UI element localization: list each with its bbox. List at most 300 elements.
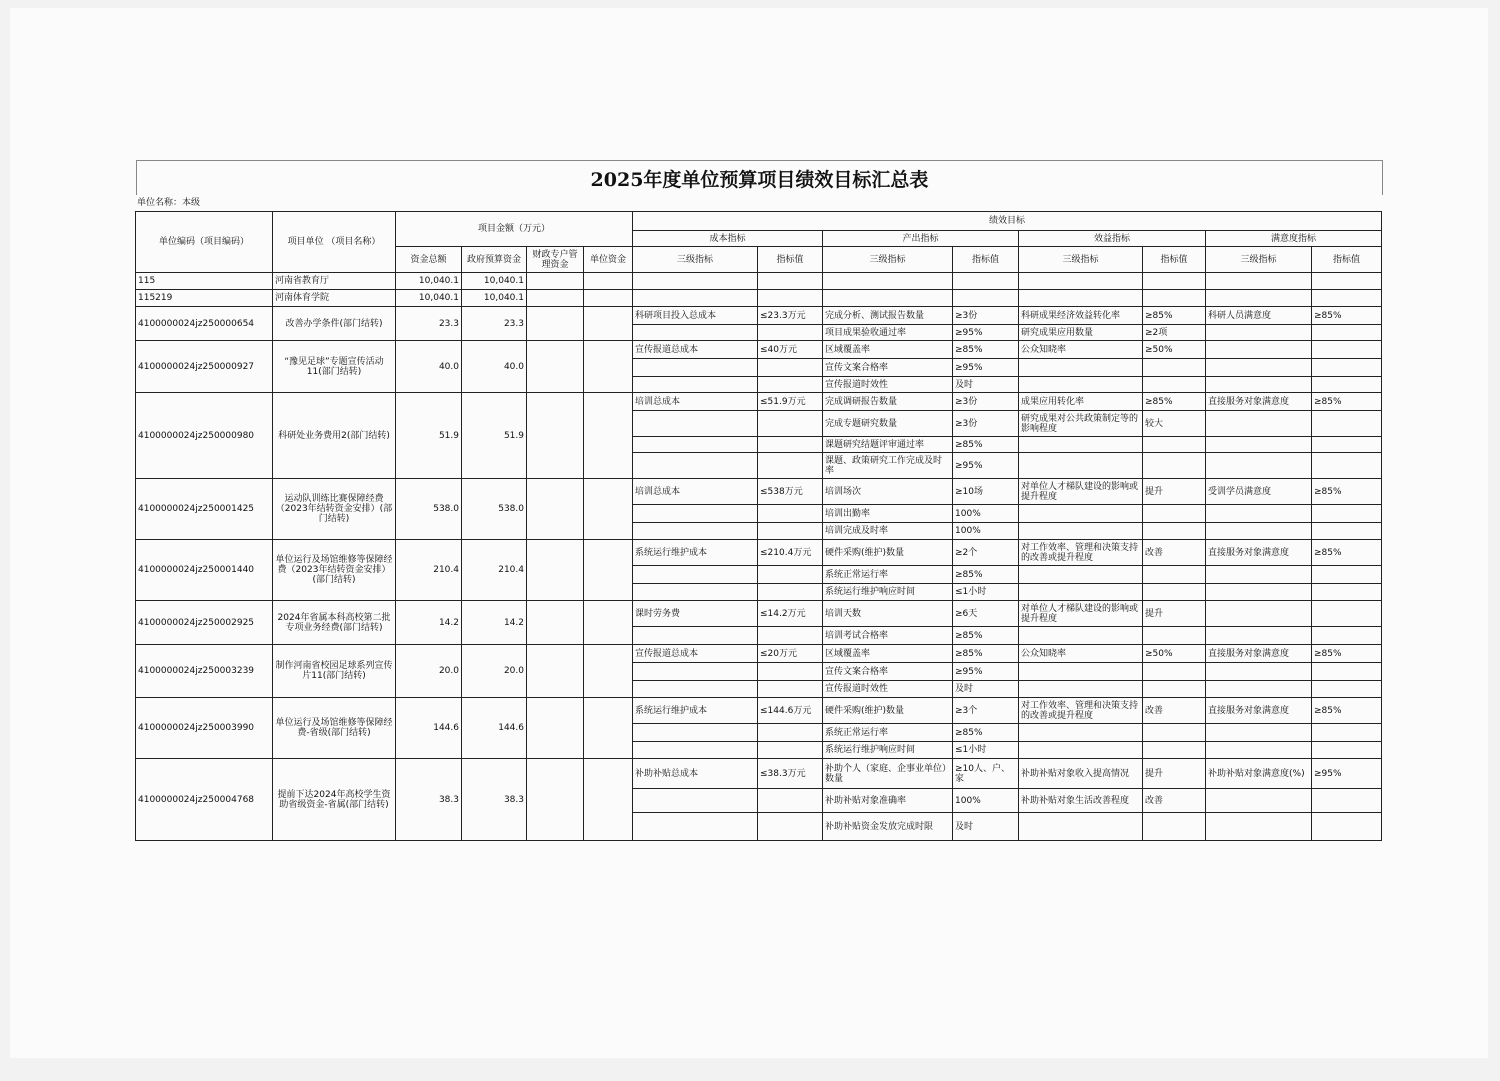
cost-value: ≤14.2万元 xyxy=(758,601,823,627)
output-value: ≥85% xyxy=(953,724,1019,742)
satisfaction-indicator xyxy=(1206,341,1312,359)
output-indicator: 完成分析、测试报告数量 xyxy=(823,307,953,325)
output-value: ≥95% xyxy=(953,663,1019,681)
project-name: 改善办学条件(部门结转) xyxy=(273,307,396,341)
output-value: ≥85% xyxy=(953,645,1019,663)
satisfaction-value xyxy=(1312,411,1382,437)
output-value: ≥85% xyxy=(953,566,1019,584)
cost-value: ≤23.3万元 xyxy=(758,307,823,325)
output-indicator: 课题研究结题评审通过率 xyxy=(823,437,953,453)
project-unit-funds xyxy=(584,645,633,698)
cost-value xyxy=(758,663,823,681)
cost-value xyxy=(758,724,823,742)
benefit-indicator: 对工作效率、管理和决策支持的改善或提升程度 xyxy=(1019,698,1143,724)
cost-indicator xyxy=(633,813,758,841)
benefit-indicator: 公众知晓率 xyxy=(1019,341,1143,359)
project-fiscal-special xyxy=(527,540,584,601)
cost-indicator xyxy=(633,359,758,377)
satisfaction-indicator: 直接服务对象满意度 xyxy=(1206,645,1312,663)
benefit-value xyxy=(1143,359,1206,377)
output-indicator: 项目成果验收通过率 xyxy=(823,325,953,341)
project-gov-budget: 144.6 xyxy=(462,698,527,759)
output-indicator: 区域覆盖率 xyxy=(823,645,953,663)
cost-value xyxy=(758,453,823,479)
cost-value xyxy=(758,437,823,453)
output-value: ≥95% xyxy=(953,325,1019,341)
total-funds: 10,040.1 xyxy=(396,290,462,307)
benefit-value: ≥50% xyxy=(1143,341,1206,359)
satisfaction-indicator xyxy=(1206,437,1312,453)
project-row xyxy=(136,307,1382,325)
gov-budget: 10,040.1 xyxy=(462,290,527,307)
empty-cell xyxy=(633,273,758,290)
cost-indicator: 宣传报道总成本 xyxy=(633,341,758,359)
header-cost: 成本指标 xyxy=(633,231,823,247)
benefit-value xyxy=(1143,584,1206,601)
satisfaction-indicator xyxy=(1206,325,1312,341)
satisfaction-indicator xyxy=(1206,453,1312,479)
project-row xyxy=(136,601,1382,627)
project-fiscal-special xyxy=(527,393,584,479)
satisfaction-indicator xyxy=(1206,584,1312,601)
empty-cell xyxy=(1312,290,1382,307)
benefit-indicator: 研究成果应用数量 xyxy=(1019,325,1143,341)
satisfaction-value xyxy=(1312,437,1382,453)
cost-indicator: 课时劳务费 xyxy=(633,601,758,627)
satisfaction-value xyxy=(1312,453,1382,479)
cost-indicator xyxy=(633,505,758,523)
benefit-indicator xyxy=(1019,523,1143,540)
satisfaction-indicator xyxy=(1206,377,1312,393)
project-row xyxy=(136,759,1382,789)
satisfaction-value xyxy=(1312,627,1382,645)
satisfaction-value xyxy=(1312,505,1382,523)
benefit-indicator: 补助补贴对象收入提高情况 xyxy=(1019,759,1143,789)
empty-cell xyxy=(1143,290,1206,307)
project-name: 单位运行及场馆维修等保障经费（2023年结转资金安排）(部门结转) xyxy=(273,540,396,601)
output-value: ≥10人、户、家 xyxy=(953,759,1019,789)
project-row xyxy=(136,341,1382,359)
project-total-funds: 51.9 xyxy=(396,393,462,479)
output-indicator: 宣传文案合格率 xyxy=(823,663,953,681)
benefit-indicator: 研究成果对公共政策制定等的影响程度 xyxy=(1019,411,1143,437)
project-gov-budget: 20.0 xyxy=(462,645,527,698)
project-name: 运动队训练比赛保障经费（2023年结转资金安排）(部门结转) xyxy=(273,479,396,540)
project-code: 4100000024jz250000927 xyxy=(136,341,273,393)
output-indicator: 硬件采购(维护)数量 xyxy=(823,698,953,724)
benefit-value xyxy=(1143,724,1206,742)
output-indicator: 宣传文案合格率 xyxy=(823,359,953,377)
benefit-value: 提升 xyxy=(1143,601,1206,627)
cost-indicator: 培训总成本 xyxy=(633,479,758,505)
output-value: ≥3份 xyxy=(953,411,1019,437)
satisfaction-indicator xyxy=(1206,505,1312,523)
benefit-indicator xyxy=(1019,813,1143,841)
header-unit-code: 单位编码（项目编码） xyxy=(136,212,273,273)
project-unit-funds xyxy=(584,759,633,841)
output-value: 及时 xyxy=(953,681,1019,698)
project-row xyxy=(136,479,1382,505)
output-value: ≥3份 xyxy=(953,307,1019,325)
project-name: 提前下达2024年高校学生资助省级资金-省属(部门结转) xyxy=(273,759,396,841)
satisfaction-indicator xyxy=(1206,411,1312,437)
output-value: ≥3份 xyxy=(953,393,1019,411)
header-project-unit: 项目单位 （项目名称） xyxy=(273,212,396,273)
benefit-value xyxy=(1143,437,1206,453)
project-code: 4100000024jz250000654 xyxy=(136,307,273,341)
output-indicator: 补助补贴对象准确率 xyxy=(823,789,953,813)
project-fiscal-special xyxy=(527,759,584,841)
project-total-funds: 23.3 xyxy=(396,307,462,341)
project-fiscal-special xyxy=(527,698,584,759)
cost-value xyxy=(758,681,823,698)
satisfaction-indicator: 直接服务对象满意度 xyxy=(1206,698,1312,724)
project-fiscal-special xyxy=(527,307,584,341)
satisfaction-indicator xyxy=(1206,359,1312,377)
benefit-value: ≥85% xyxy=(1143,393,1206,411)
cost-indicator xyxy=(633,681,758,698)
cost-value xyxy=(758,359,823,377)
benefit-value xyxy=(1143,377,1206,393)
gov-budget: 10,040.1 xyxy=(462,273,527,290)
satisfaction-value xyxy=(1312,789,1382,813)
satisfaction-indicator xyxy=(1206,663,1312,681)
project-row xyxy=(136,645,1382,663)
cost-value xyxy=(758,584,823,601)
cost-value xyxy=(758,505,823,523)
satisfaction-value: ≥85% xyxy=(1312,307,1382,325)
output-indicator: 补助补贴资金发放完成时限 xyxy=(823,813,953,841)
empty-cell xyxy=(823,273,953,290)
output-value: ≥95% xyxy=(953,453,1019,479)
output-value: ≥85% xyxy=(953,437,1019,453)
satisfaction-value: ≥95% xyxy=(1312,759,1382,789)
satisfaction-indicator xyxy=(1206,601,1312,627)
cost-indicator xyxy=(633,566,758,584)
satisfaction-indicator xyxy=(1206,566,1312,584)
output-value: 100% xyxy=(953,523,1019,540)
cost-indicator xyxy=(633,377,758,393)
satisfaction-value xyxy=(1312,377,1382,393)
unit-name-cell: 河南省教育厅 xyxy=(273,273,396,290)
output-value: 100% xyxy=(953,505,1019,523)
satisfaction-value xyxy=(1312,359,1382,377)
header-gov-budget: 政府预算资金 xyxy=(462,247,527,273)
satisfaction-indicator: 直接服务对象满意度 xyxy=(1206,393,1312,411)
benefit-indicator: 公众知晓率 xyxy=(1019,645,1143,663)
header-unit-funds: 单位资金 xyxy=(584,247,633,273)
satisfaction-value: ≥85% xyxy=(1312,698,1382,724)
satisfaction-value xyxy=(1312,681,1382,698)
project-name: 单位运行及场馆维修等保障经费-省级(部门结转) xyxy=(273,698,396,759)
cost-value: ≤38.3万元 xyxy=(758,759,823,789)
project-row xyxy=(136,698,1382,724)
output-value: 及时 xyxy=(953,377,1019,393)
header-amount-group: 项目金额（万元） xyxy=(396,212,633,247)
output-indicator: 培训出勤率 xyxy=(823,505,953,523)
project-total-funds: 40.0 xyxy=(396,341,462,393)
empty-cell xyxy=(527,290,584,307)
cost-value: ≤538万元 xyxy=(758,479,823,505)
project-gov-budget: 38.3 xyxy=(462,759,527,841)
header-benefit-level3: 三级指标 xyxy=(1019,247,1143,273)
summary-row xyxy=(136,273,1382,290)
empty-cell xyxy=(1019,273,1143,290)
satisfaction-value xyxy=(1312,724,1382,742)
cost-indicator: 科研项目投入总成本 xyxy=(633,307,758,325)
project-total-funds: 210.4 xyxy=(396,540,462,601)
benefit-value xyxy=(1143,627,1206,645)
cost-indicator: 补助补贴总成本 xyxy=(633,759,758,789)
project-total-funds: 20.0 xyxy=(396,645,462,698)
benefit-value xyxy=(1143,663,1206,681)
satisfaction-indicator xyxy=(1206,789,1312,813)
satisfaction-value xyxy=(1312,523,1382,540)
benefit-value: 提升 xyxy=(1143,479,1206,505)
output-indicator: 宣传报道时效性 xyxy=(823,377,953,393)
output-indicator: 课题、政策研究工作完成及时率 xyxy=(823,453,953,479)
satisfaction-indicator: 科研人员满意度 xyxy=(1206,307,1312,325)
summary-row xyxy=(136,290,1382,307)
satisfaction-value: ≥85% xyxy=(1312,645,1382,663)
satisfaction-value xyxy=(1312,584,1382,601)
empty-cell xyxy=(1312,273,1382,290)
cost-value: ≤51.9万元 xyxy=(758,393,823,411)
cost-indicator xyxy=(633,523,758,540)
unit-name: 单位名称：本级 xyxy=(137,198,201,208)
project-code: 4100000024jz250003990 xyxy=(136,698,273,759)
satisfaction-value: ≥85% xyxy=(1312,479,1382,505)
benefit-indicator xyxy=(1019,584,1143,601)
cost-indicator xyxy=(633,584,758,601)
empty-cell xyxy=(1019,290,1143,307)
output-indicator: 区域覆盖率 xyxy=(823,341,953,359)
cost-value: ≤210.4万元 xyxy=(758,540,823,566)
output-value: 及时 xyxy=(953,813,1019,841)
output-indicator: 培训考试合格率 xyxy=(823,627,953,645)
satisfaction-value: ≥85% xyxy=(1312,393,1382,411)
cost-value: ≤40万元 xyxy=(758,341,823,359)
cost-value xyxy=(758,566,823,584)
benefit-indicator xyxy=(1019,627,1143,645)
benefit-indicator xyxy=(1019,566,1143,584)
output-value: ≥85% xyxy=(953,627,1019,645)
output-indicator: 系统正常运行率 xyxy=(823,566,953,584)
cost-value xyxy=(758,813,823,841)
header-output-value: 指标值 xyxy=(953,247,1019,273)
project-gov-budget: 210.4 xyxy=(462,540,527,601)
project-fiscal-special xyxy=(527,601,584,645)
benefit-indicator xyxy=(1019,663,1143,681)
benefit-value: 提升 xyxy=(1143,759,1206,789)
satisfaction-value xyxy=(1312,742,1382,759)
cost-value xyxy=(758,627,823,645)
satisfaction-indicator xyxy=(1206,813,1312,841)
project-unit-funds xyxy=(584,393,633,479)
benefit-indicator: 对工作效率、管理和决策支持的改善或提升程度 xyxy=(1019,540,1143,566)
header-perf-goal: 绩效目标 xyxy=(633,212,1382,231)
project-fiscal-special xyxy=(527,645,584,698)
satisfaction-indicator xyxy=(1206,627,1312,645)
output-indicator: 完成专题研究数量 xyxy=(823,411,953,437)
header-benefit-value: 指标值 xyxy=(1143,247,1206,273)
output-indicator: 补助个人（家庭、企事业单位）数量 xyxy=(823,759,953,789)
project-code: 4100000024jz250001425 xyxy=(136,479,273,540)
project-gov-budget: 14.2 xyxy=(462,601,527,645)
benefit-value xyxy=(1143,523,1206,540)
benefit-indicator: 补助补贴对象生活改善程度 xyxy=(1019,789,1143,813)
output-indicator: 宣传报道时效性 xyxy=(823,681,953,698)
performance-target-table xyxy=(135,211,1382,841)
project-gov-budget: 23.3 xyxy=(462,307,527,341)
cost-value xyxy=(758,789,823,813)
project-unit-funds xyxy=(584,307,633,341)
benefit-value: 改善 xyxy=(1143,540,1206,566)
cost-indicator xyxy=(633,437,758,453)
output-value: ≥10场 xyxy=(953,479,1019,505)
header-sat-level3: 三级指标 xyxy=(1206,247,1312,273)
project-total-funds: 38.3 xyxy=(396,759,462,841)
benefit-value xyxy=(1143,453,1206,479)
empty-cell xyxy=(1206,290,1312,307)
project-code: 4100000024jz250002925 xyxy=(136,601,273,645)
header-output-level3: 三级指标 xyxy=(823,247,953,273)
project-unit-funds xyxy=(584,601,633,645)
output-value: ≥95% xyxy=(953,359,1019,377)
project-fiscal-special xyxy=(527,341,584,393)
output-value: ≤1小时 xyxy=(953,742,1019,759)
project-code: 4100000024jz250000980 xyxy=(136,393,273,479)
project-name: 科研处业务费用2(部门结转) xyxy=(273,393,396,479)
cost-indicator: 宣传报道总成本 xyxy=(633,645,758,663)
benefit-value: ≥50% xyxy=(1143,645,1206,663)
empty-cell xyxy=(953,273,1019,290)
project-unit-funds xyxy=(584,341,633,393)
cost-indicator: 系统运行维护成本 xyxy=(633,698,758,724)
output-indicator: 培训场次 xyxy=(823,479,953,505)
cost-value xyxy=(758,523,823,540)
benefit-value: ≥85% xyxy=(1143,307,1206,325)
total-funds: 10,040.1 xyxy=(396,273,462,290)
satisfaction-indicator: 受训学员满意度 xyxy=(1206,479,1312,505)
empty-cell xyxy=(953,290,1019,307)
project-code: 4100000024jz250001440 xyxy=(136,540,273,601)
benefit-value xyxy=(1143,505,1206,523)
project-gov-budget: 51.9 xyxy=(462,393,527,479)
header-sat-value: 指标值 xyxy=(1312,247,1382,273)
header-benefit: 效益指标 xyxy=(1019,231,1206,247)
cost-indicator xyxy=(633,742,758,759)
output-value: ≥85% xyxy=(953,341,1019,359)
cost-value xyxy=(758,377,823,393)
satisfaction-indicator xyxy=(1206,523,1312,540)
empty-cell xyxy=(758,290,823,307)
benefit-indicator xyxy=(1019,724,1143,742)
output-indicator: 完成调研报告数量 xyxy=(823,393,953,411)
project-total-funds: 144.6 xyxy=(396,698,462,759)
project-gov-budget: 538.0 xyxy=(462,479,527,540)
header-cost-level3: 三级指标 xyxy=(633,247,758,273)
page-title: 2025年度单位预算项目绩效目标汇总表 xyxy=(136,160,1383,195)
satisfaction-value xyxy=(1312,663,1382,681)
cost-indicator xyxy=(633,789,758,813)
cost-indicator: 系统运行维护成本 xyxy=(633,540,758,566)
output-indicator: 系统运行维护响应时间 xyxy=(823,742,953,759)
project-name: 2024年省属本科高校第二批专项业务经费(部门结转) xyxy=(273,601,396,645)
empty-cell xyxy=(584,290,633,307)
cost-indicator xyxy=(633,663,758,681)
satisfaction-value xyxy=(1312,601,1382,627)
project-row xyxy=(136,393,1382,411)
project-unit-funds xyxy=(584,698,633,759)
output-value: ≥2个 xyxy=(953,540,1019,566)
cost-value xyxy=(758,742,823,759)
empty-cell xyxy=(1143,273,1206,290)
project-row xyxy=(136,540,1382,566)
output-value: ≥3个 xyxy=(953,698,1019,724)
satisfaction-indicator xyxy=(1206,681,1312,698)
benefit-value xyxy=(1143,742,1206,759)
output-value: 100% xyxy=(953,789,1019,813)
output-indicator: 硬件采购(维护)数量 xyxy=(823,540,953,566)
output-indicator: 系统正常运行率 xyxy=(823,724,953,742)
benefit-indicator: 对单位人才梯队建设的影响或提升程度 xyxy=(1019,601,1143,627)
project-fiscal-special xyxy=(527,479,584,540)
benefit-value: 改善 xyxy=(1143,698,1206,724)
benefit-value xyxy=(1143,813,1206,841)
unit-code: 115219 xyxy=(136,290,273,307)
empty-cell xyxy=(1206,273,1312,290)
cost-indicator xyxy=(633,724,758,742)
satisfaction-value xyxy=(1312,566,1382,584)
header-fiscal-special: 财政专户管理资金 xyxy=(527,247,584,273)
benefit-value xyxy=(1143,566,1206,584)
benefit-indicator: 科研成果经济效益转化率 xyxy=(1019,307,1143,325)
benefit-value: ≥2项 xyxy=(1143,325,1206,341)
benefit-value: 较大 xyxy=(1143,411,1206,437)
project-code: 4100000024jz250004768 xyxy=(136,759,273,841)
project-unit-funds xyxy=(584,540,633,601)
header-satisfaction: 满意度指标 xyxy=(1206,231,1382,247)
project-unit-funds xyxy=(584,479,633,540)
project-name: “豫见足球”专题宣传活动11(部门结转) xyxy=(273,341,396,393)
cost-value: ≤20万元 xyxy=(758,645,823,663)
empty-cell xyxy=(584,273,633,290)
cost-indicator: 培训总成本 xyxy=(633,393,758,411)
output-indicator: 培训完成及时率 xyxy=(823,523,953,540)
benefit-indicator xyxy=(1019,453,1143,479)
benefit-indicator xyxy=(1019,437,1143,453)
benefit-indicator xyxy=(1019,681,1143,698)
satisfaction-indicator: 补助补贴对象满意度(%) xyxy=(1206,759,1312,789)
cost-indicator xyxy=(633,453,758,479)
empty-cell xyxy=(633,290,758,307)
output-indicator: 系统运行维护响应时间 xyxy=(823,584,953,601)
cost-indicator xyxy=(633,411,758,437)
project-gov-budget: 40.0 xyxy=(462,341,527,393)
satisfaction-value xyxy=(1312,325,1382,341)
benefit-indicator xyxy=(1019,505,1143,523)
header-output: 产出指标 xyxy=(823,231,1019,247)
project-name: 制作河南省校园足球系列宣传片11(部门结转) xyxy=(273,645,396,698)
benefit-indicator: 对单位人才梯队建设的影响或提升程度 xyxy=(1019,479,1143,505)
cost-value xyxy=(758,411,823,437)
benefit-indicator xyxy=(1019,377,1143,393)
unit-name-cell: 河南体育学院 xyxy=(273,290,396,307)
benefit-indicator xyxy=(1019,359,1143,377)
project-total-funds: 538.0 xyxy=(396,479,462,540)
benefit-indicator xyxy=(1019,742,1143,759)
